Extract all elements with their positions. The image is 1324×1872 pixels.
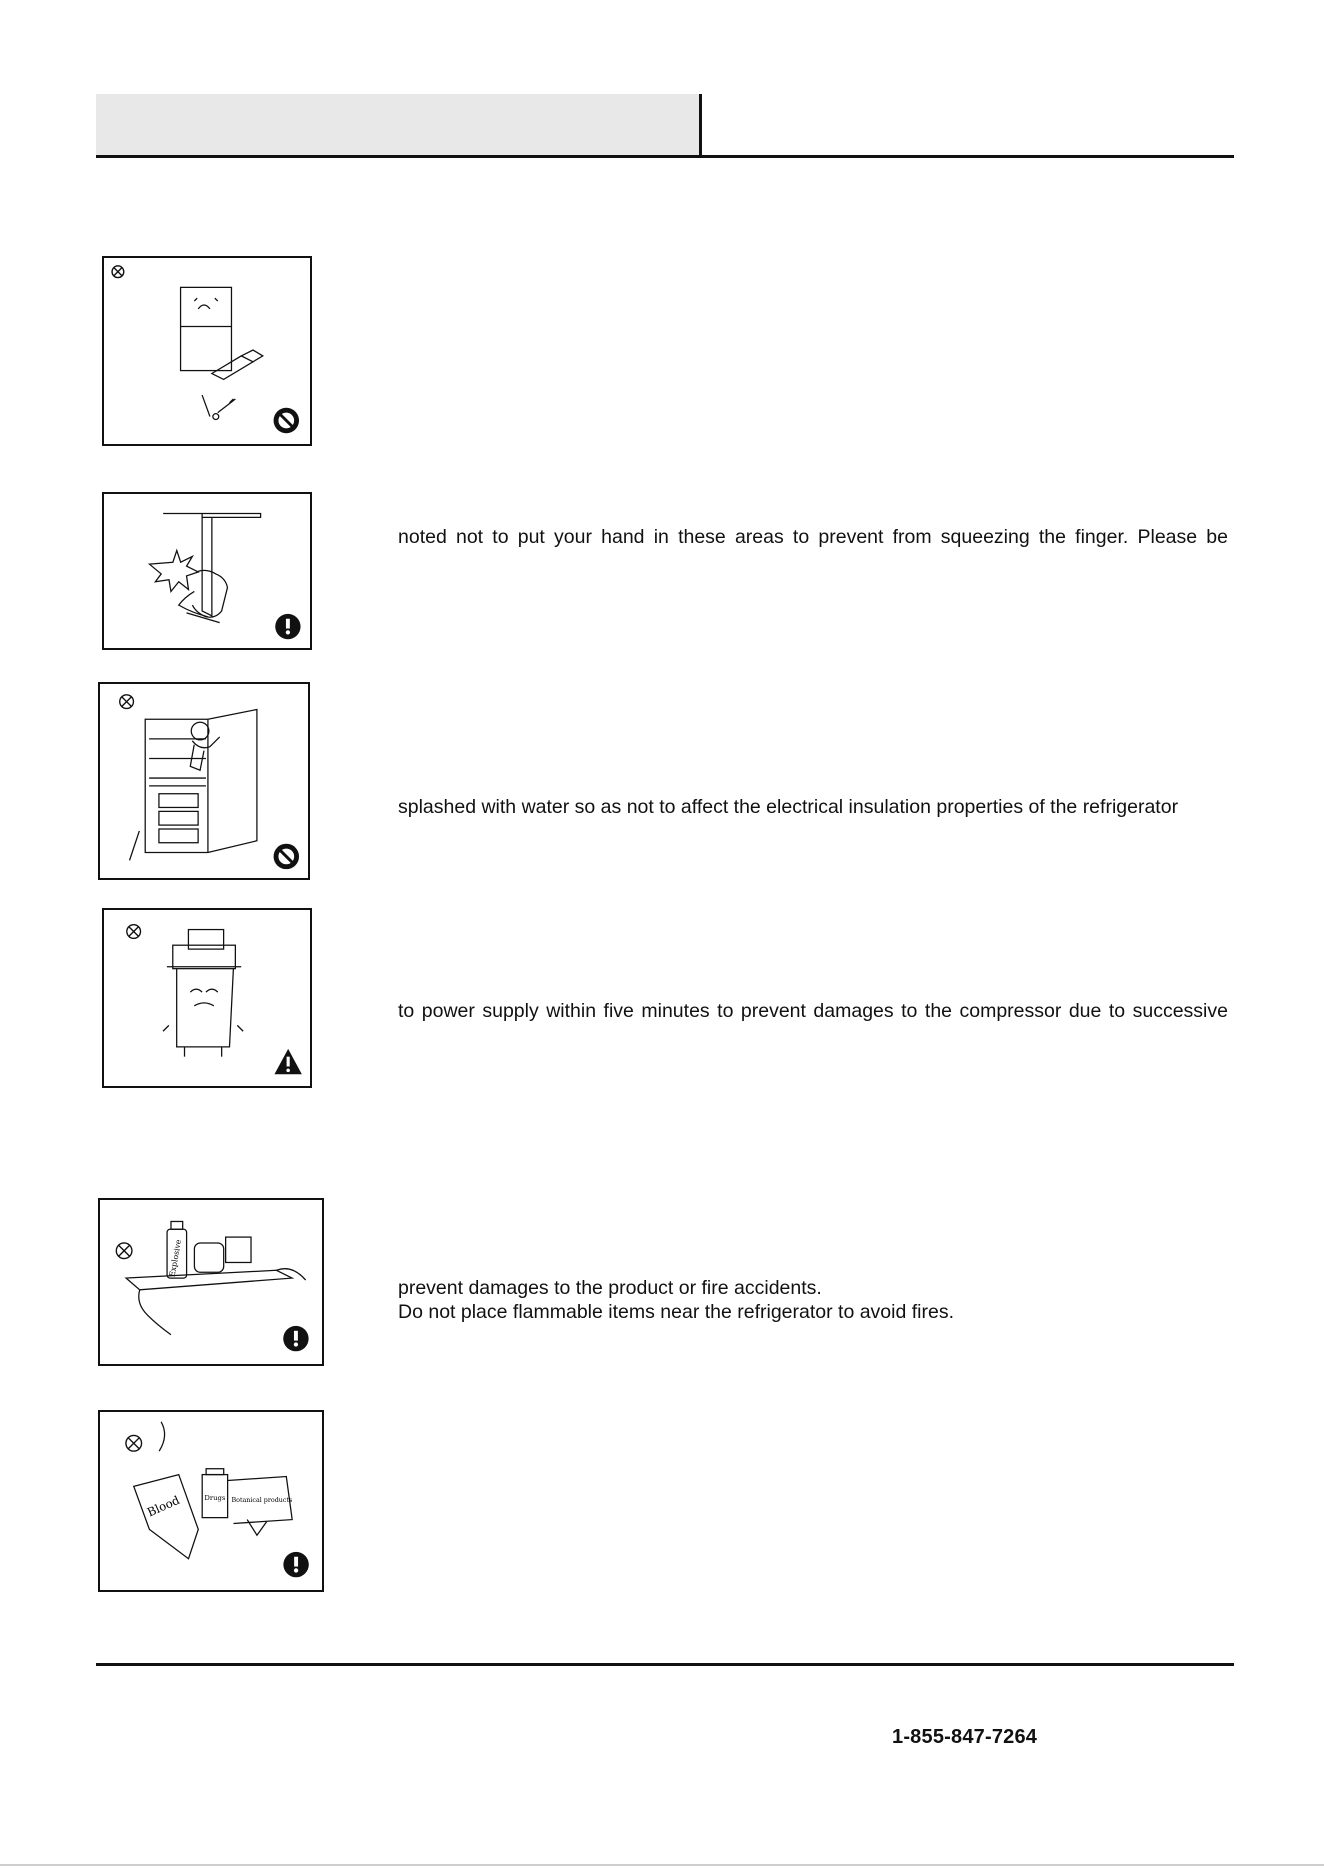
illustration-heavy-load <box>102 908 312 1088</box>
label-blood: Blood <box>145 1492 182 1520</box>
footer-rule <box>96 1663 1234 1666</box>
illustration-child-climbing <box>98 682 310 880</box>
illustration-door-pinch <box>102 492 312 650</box>
exclamation-icon <box>275 614 300 639</box>
illustration-improper-storage <box>98 1410 324 1592</box>
prohibited-icon <box>274 844 299 869</box>
body-line-power: to power supply within five minutes to prevent damages to the compressor due to successive <box>398 1000 1228 1022</box>
body-line-fire-1: prevent damages to the product or fire accidents. <box>398 1277 822 1299</box>
x-circle-icon <box>120 695 134 709</box>
support-phone: 1-855-847-7264 <box>892 1726 1038 1748</box>
body-line-fire-2: Do not place flammable items near the refrigerator to avoid fires. <box>398 1301 955 1323</box>
label-drugs: Drugs <box>204 1494 226 1503</box>
header-divider <box>699 94 702 157</box>
label-explosive: Explosive <box>167 1238 184 1278</box>
page-bottom-edge <box>0 1864 1324 1866</box>
body-line-hand: noted not to put your hand in these areas to prevent from squeezing the finger. Please be <box>398 526 1228 548</box>
exclamation-icon <box>283 1326 308 1351</box>
x-circle-icon <box>112 266 124 278</box>
x-circle-icon <box>126 1435 142 1451</box>
x-circle-icon <box>127 925 141 939</box>
prohibited-icon <box>274 408 299 433</box>
illustration-no-disassembly <box>102 256 312 446</box>
exclamation-icon <box>283 1552 308 1577</box>
section-header-bar <box>96 94 700 156</box>
warning-triangle-icon <box>274 1049 301 1074</box>
body-line-water: splashed with water so as not to affect the electrical insulation properties of the refrigerator <box>398 796 1179 818</box>
illustration-flammable-items <box>98 1198 324 1366</box>
header-rule <box>96 155 1234 158</box>
label-botanical: Botanical products <box>231 1496 293 1504</box>
x-circle-icon <box>116 1243 132 1259</box>
